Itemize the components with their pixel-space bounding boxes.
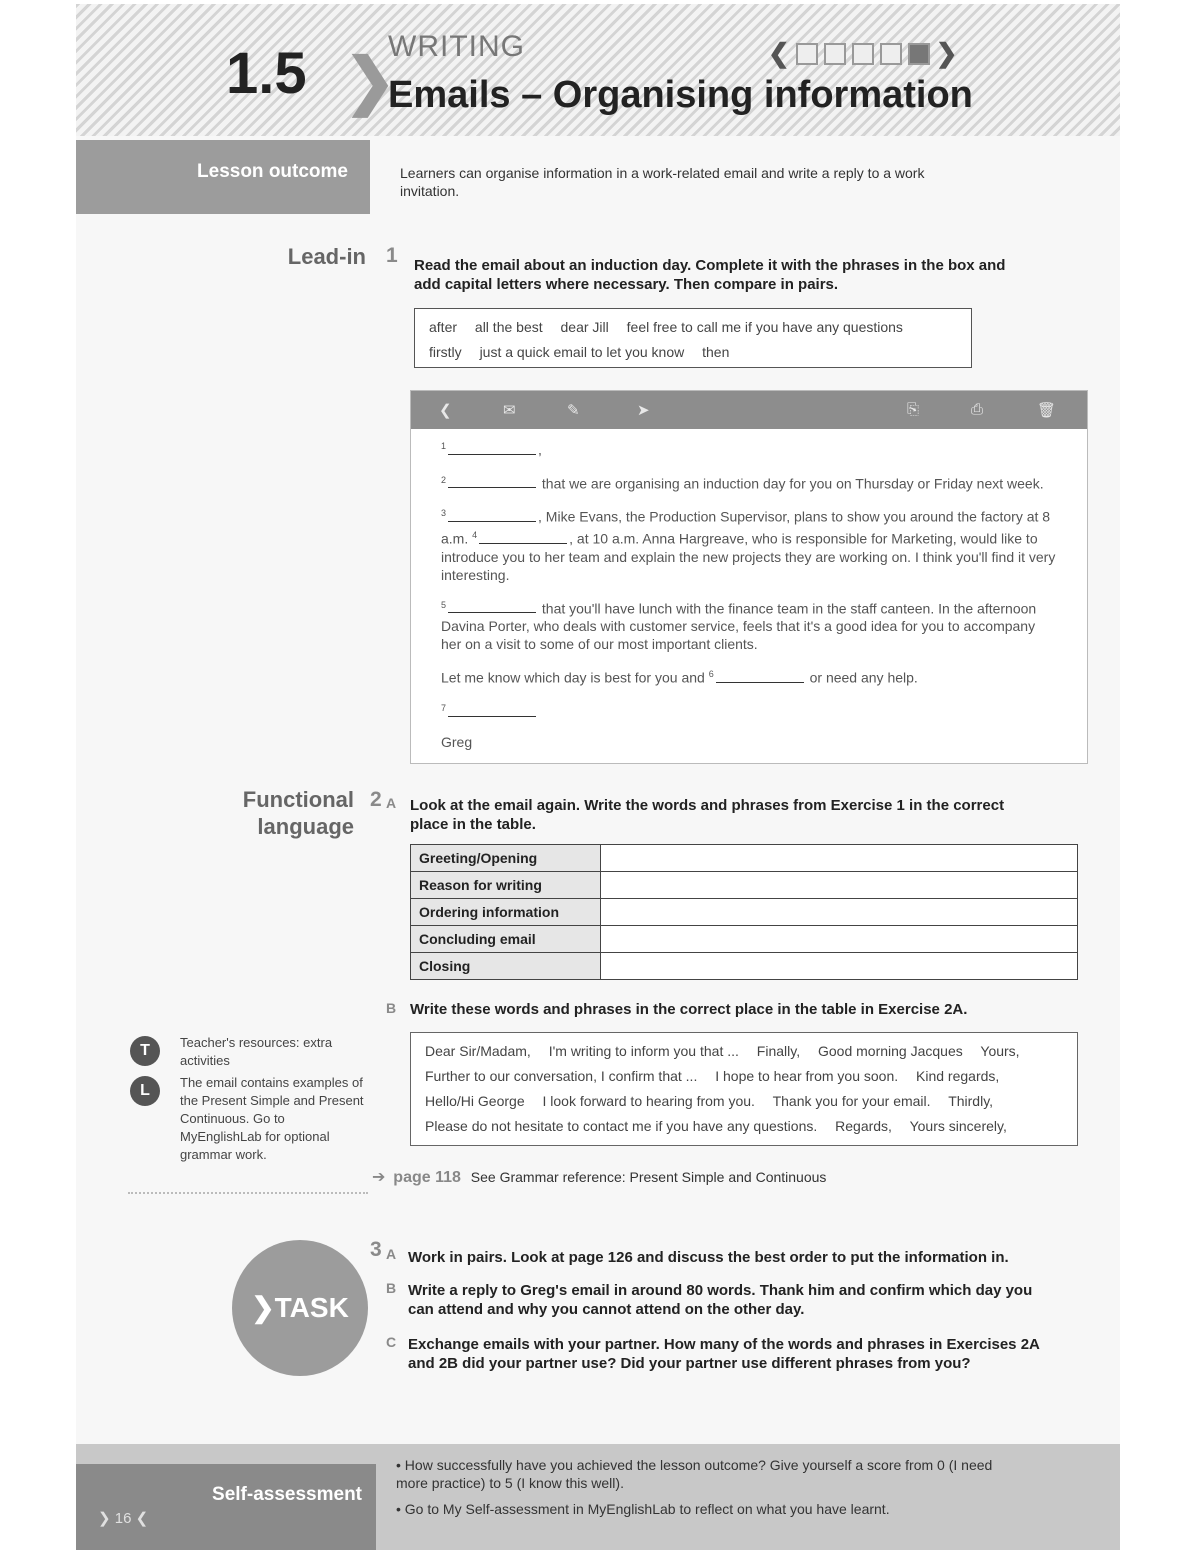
lesson-outcome-label: Lesson outcome — [197, 161, 348, 182]
progress-box — [796, 43, 818, 65]
table-row: Reason for writing — [411, 872, 1078, 899]
exercise-number: 3 — [370, 1238, 382, 1261]
progress-box-current — [908, 43, 930, 65]
answer-cell[interactable] — [601, 953, 1078, 980]
email-window — [410, 390, 1088, 764]
email-paragraph: $^5$ that you'll have lunch with the finance team in the staff canteen. In the afternoon Davina Porter, who deals with customer service, feels that it's a good idea for you to accompany her on a visit to some of our most important clients. — [441, 599, 1037, 653]
list-item: • Go to My Self-assessment in MyEnglishLab to reflect on what you have learnt. — [396, 1501, 890, 1517]
email-toolbar — [411, 391, 1087, 429]
lesson-outcome-text: Learners can organise information in a work-related email and write a reply to a work invitation. — [400, 165, 925, 199]
answer-cell[interactable] — [601, 845, 1078, 872]
progress-box — [880, 43, 902, 65]
email-paragraph: $^2$ that we are organising an induction day for you on Thursday or Friday next week. — [441, 474, 1044, 492]
answer-cell[interactable] — [601, 899, 1078, 926]
chevron-left-icon: ❮ — [768, 38, 790, 68]
email-greeting: $^1$ , — [441, 441, 542, 458]
self-assessment-list — [396, 1456, 1016, 1526]
phrase-item: feel free to call me if you have any questions — [626, 319, 903, 335]
phrase-item: firstly — [429, 344, 462, 360]
exercise-number: 1 — [386, 244, 398, 267]
textbook-page — [76, 4, 1120, 1550]
progress-box — [852, 43, 874, 65]
myenglishlab-icon: L — [130, 1076, 160, 1106]
phrase-item: just a quick email to let you know — [479, 344, 685, 360]
compose-icon: ✎ — [567, 402, 580, 419]
exercise-part: A — [386, 795, 397, 811]
arrow-right-icon: ➔ — [372, 1169, 386, 1186]
task-instruction: Exchange emails with your partner. How many of the words and phrases in Exercises 2A and 2B did your partner use? Did your partner use different phrases from you? — [408, 1336, 1040, 1372]
send-icon: ➤ — [637, 402, 650, 419]
grammar-note: The email contains examples of the Present Simple and Present Continuous. Go to MyEnglishLab for optional grammar work. — [180, 1075, 364, 1162]
email-body — [411, 429, 1087, 751]
email-paragraph: Let me know which day is best for you and $^6$ or need any help. — [441, 669, 918, 686]
exercise-instruction: Read the email about an induction day. Complete it with the phrases in the box and add capital letters where necessary. Then compare in pairs. — [414, 257, 1006, 293]
phrase-item: then — [702, 344, 730, 360]
functional-language-label: Functional language — [242, 787, 354, 839]
lesson-progress-nav — [768, 38, 958, 69]
exercise-part: C — [386, 1334, 397, 1350]
page-title: Emails – Organising information — [388, 74, 973, 116]
task-badge: ❯TASK — [232, 1240, 368, 1376]
email-signature: Greg — [441, 733, 473, 750]
exercise-instruction: Write these words and phrases in the correct place in the table in Exercise 2A. — [410, 1001, 968, 1018]
lead-in-label: Lead-in — [287, 244, 366, 269]
task-instruction: Write a reply to Greg's email in around 80 words. Thank him and confirm which day you can attend and why you cannot attend on the other day. — [408, 1282, 1033, 1318]
exercise-part: B — [386, 1280, 397, 1296]
teacher-resources-icon: T — [130, 1036, 160, 1066]
task-instruction: Work in pairs. Look at page 126 and discuss the best order to put the information in. — [408, 1249, 1009, 1266]
lesson-number: 1.5 — [226, 41, 307, 106]
phrase-item: dear Jill — [560, 319, 609, 335]
teacher-resources-note: Teacher's resources: extra activities — [180, 1035, 333, 1068]
mail-icon: ✉ — [503, 402, 516, 419]
answer-cell[interactable] — [601, 872, 1078, 899]
phrase-box — [414, 308, 972, 368]
functional-language-table — [410, 844, 1078, 980]
page-number: ❯ 16 ❮ — [98, 1510, 149, 1527]
exercise-part: B — [386, 1000, 397, 1016]
chevron-right-icon: ❯ — [935, 38, 958, 68]
phrase-item: all the best — [474, 319, 543, 335]
email-paragraph: $^3$ , Mike Evans, the Production Supervisor, plans to show you around the factory at 8 a.m. $^4$ , at 10 a.m. Anna Hargreave, who is responsible for Marketing, would like to introduce you to her team and explain the new projects they are working on. I think you'll find it very interesting. — [441, 508, 1056, 583]
back-icon: ❮ — [439, 402, 452, 419]
table-row: Closing — [411, 953, 1078, 980]
exercise-instruction: Look at the email again. Write the words and phrases from Exercise 1 in the correct place in the table. — [410, 797, 1005, 833]
grammar-reference-link[interactable]: ➔ page 118 See Grammar reference: Present Simple and Continuous — [372, 1169, 827, 1186]
table-row: Concluding email — [411, 926, 1078, 953]
progress-box — [824, 43, 846, 65]
self-assessment-label-band — [76, 1464, 376, 1550]
self-assessment-label: Self-assessment — [212, 1484, 362, 1505]
section-label: WRITING — [388, 30, 525, 63]
exercise-part: A — [386, 1246, 397, 1262]
divider — [128, 1192, 368, 1194]
phrase-box: Dear Sir/Madam, I'm writing to inform you that ... Finally, Good morning Jacques Yours, Further to our conversation, I confirm that ... I hope to hear from you soon. Kind regards, Hello/Hi George I look forward to hearing from you. Thank you for your email. Thirdly, Please do not hesitate to contact me if you have any questions. Regards, Yours sincerely, — [410, 1032, 1078, 1146]
table-row: Greeting/Opening — [411, 845, 1078, 872]
answer-cell[interactable] — [601, 926, 1078, 953]
chevron-right-icon: ❯ — [344, 47, 396, 116]
trash-icon: 🗑 — [1037, 402, 1057, 419]
attachment-icon: ⎘ — [907, 401, 920, 418]
print-icon: ⎙ — [971, 401, 984, 418]
exercise-number: 2 — [370, 788, 382, 811]
phrase-item: after — [429, 319, 458, 335]
table-row: Ordering information — [411, 899, 1078, 926]
list-item: • How successfully have you achieved the lesson outcome? Give yourself a score from 0 (I need more practice) to 5 (I know this well). — [396, 1457, 993, 1491]
email-closing: 7 — [441, 699, 1059, 721]
